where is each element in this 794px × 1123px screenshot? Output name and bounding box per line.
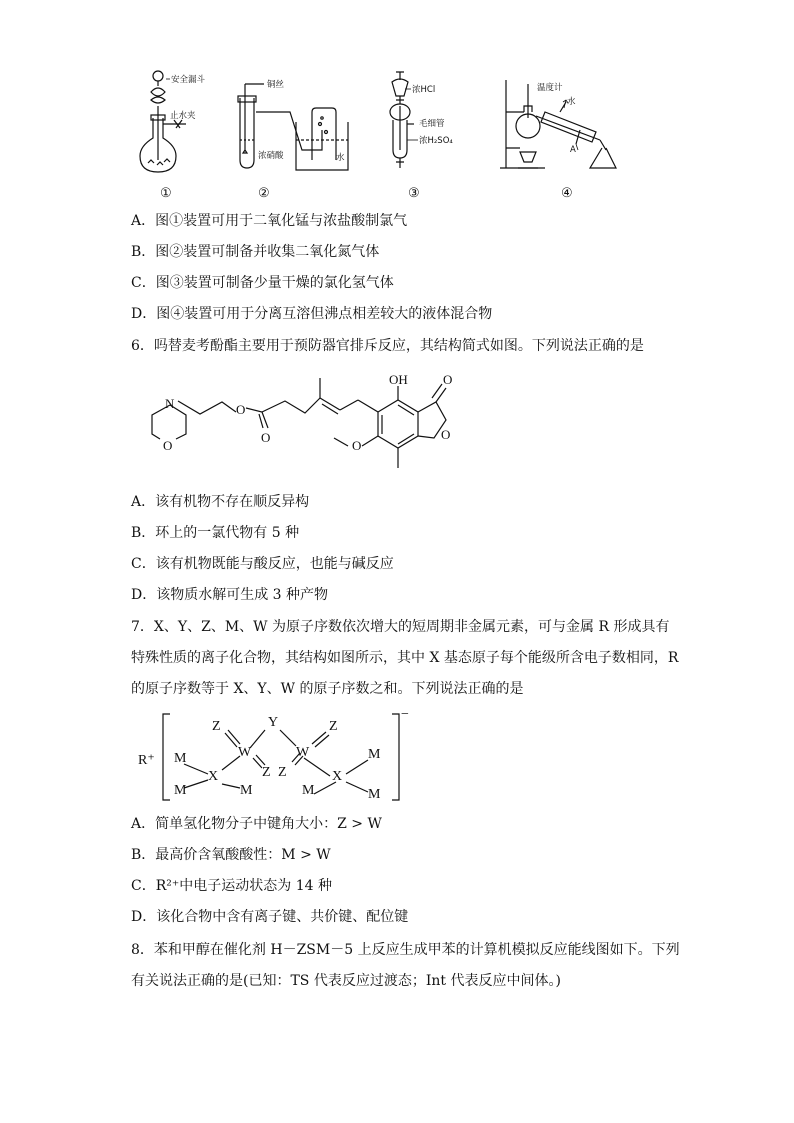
fig3-label-h2so4: 浓H₂SO₄ bbox=[419, 136, 453, 146]
q6-atom-oh: OH bbox=[389, 372, 408, 387]
fig3-label-capillary: 毛细管 bbox=[419, 119, 445, 129]
q7-atom-m1: M bbox=[174, 751, 187, 766]
q7-structure bbox=[0, 707, 794, 812]
q7-stem-line-2: 特殊性质的离子化合物，其结构如图所示，其中 X 基态原子每个能级所含电子数相同，R bbox=[131, 650, 679, 666]
fig1-caption: ① bbox=[160, 186, 172, 201]
fig1-label-clamp: 止水夹 bbox=[170, 111, 196, 121]
q5-option-a: A．图①装置可用于二氧化锰与浓盐酸制氯气 bbox=[131, 213, 408, 229]
q8-stem-line-1: 8．苯和甲醇在催化剂 H－ZSM－5 上反应生成甲苯的计算机模拟反应能线图如下。下列 bbox=[131, 942, 680, 958]
q7-atom-z4: Z bbox=[278, 765, 287, 780]
fig4-label-thermometer: 温度计 bbox=[537, 83, 563, 93]
fig2-label-wire: 铜丝 bbox=[267, 80, 285, 90]
q6-atom-o-carbonyl: O bbox=[443, 372, 453, 387]
fig2-label-water: 水 bbox=[336, 153, 345, 163]
q6-option-b: B．环上的一氯代物有 5 种 bbox=[131, 525, 300, 541]
q7-cation-r: R⁺ bbox=[138, 753, 155, 768]
q5-option-b: B．图②装置可制备并收集二氧化氮气体 bbox=[131, 244, 380, 260]
q7-atom-z1: Z bbox=[212, 719, 221, 734]
apparatus-figures bbox=[0, 0, 794, 205]
fig4-label-water: 水 bbox=[567, 97, 576, 107]
q7-atom-x1: X bbox=[208, 769, 219, 784]
q6-option-a: A．该有机物不存在顺反异构 bbox=[131, 494, 310, 510]
q7-atom-w2: W bbox=[296, 745, 310, 760]
q7-stem-line-1: 7．X、Y、Z、M、W 为原子序数依次增大的短周期非金属元素，可与金属 R 形成具有 bbox=[131, 619, 670, 635]
fig2-caption: ② bbox=[258, 186, 270, 201]
q7-atom-x2: X bbox=[332, 769, 343, 784]
q7-atom-m2: M bbox=[174, 783, 187, 798]
q7-atom-y: Y bbox=[268, 715, 279, 730]
q6-option-c: C．该有机物既能与酸反应，也能与碱反应 bbox=[131, 556, 394, 572]
q7-option-b: B．最高价含氧酸酸性：M > W bbox=[131, 847, 331, 863]
fig1-label-funnel: 安全漏斗 bbox=[171, 75, 206, 85]
q6-stem: 6．吗替麦考酚酯主要用于预防器官排斥反应，其结构简式如图。下列说法正确的是 bbox=[131, 338, 644, 354]
fig3-label-hcl: 浓HCl bbox=[412, 85, 436, 95]
q7-atom-m5: M bbox=[368, 747, 381, 762]
q6-atom-o-ring: O bbox=[441, 427, 451, 442]
fig2-label-acid: 浓硝酸 bbox=[258, 151, 284, 161]
q7-atom-z2: Z bbox=[329, 719, 338, 734]
q7-atom-z3: Z bbox=[262, 765, 271, 780]
q6-option-d: D．该物质水解可生成 3 种产物 bbox=[131, 587, 329, 603]
fig3-caption: ③ bbox=[408, 186, 420, 201]
q7-atom-w1: W bbox=[238, 745, 252, 760]
q7-atom-m4: M bbox=[302, 783, 315, 798]
q7-atom-m6: M bbox=[368, 787, 381, 802]
q6-atom-o-methoxy: O bbox=[352, 438, 362, 453]
q5-option-d: D．图④装置可用于分离互溶但沸点相差较大的液体混合物 bbox=[131, 306, 493, 322]
q6-atom-n: N bbox=[165, 396, 175, 411]
q7-option-a: A．简单氢化物分子中键角大小：Z > W bbox=[131, 816, 382, 832]
q7-charge: − bbox=[401, 707, 409, 722]
q6-atom-o-ester: O bbox=[236, 402, 246, 417]
q8-stem-line-2: 有关说法正确的是(已知：TS 代表反应过渡态；Int 代表反应中间体。) bbox=[131, 973, 561, 989]
fig4-label-a: A bbox=[570, 145, 576, 155]
q7-option-c: C．R²⁺中电子运动状态为 14 种 bbox=[131, 878, 332, 894]
q5-option-c: C．图③装置可制备少量干燥的氯化氢气体 bbox=[131, 275, 394, 291]
fig4-caption: ④ bbox=[561, 186, 573, 201]
q7-atom-m3: M bbox=[240, 783, 253, 798]
q7-option-d: D．该化合物中含有离子键、共价键、配位键 bbox=[131, 909, 409, 925]
q6-structure bbox=[0, 368, 794, 498]
q6-atom-o-ester-carbonyl: O bbox=[261, 430, 271, 445]
apparatus-4-diagram bbox=[0, 0, 794, 205]
q6-atom-o-morpholine: O bbox=[163, 438, 173, 453]
q7-stem-line-3: 的原子序数等于 X、Y、W 的原子序数之和。下列说法正确的是 bbox=[131, 681, 524, 697]
